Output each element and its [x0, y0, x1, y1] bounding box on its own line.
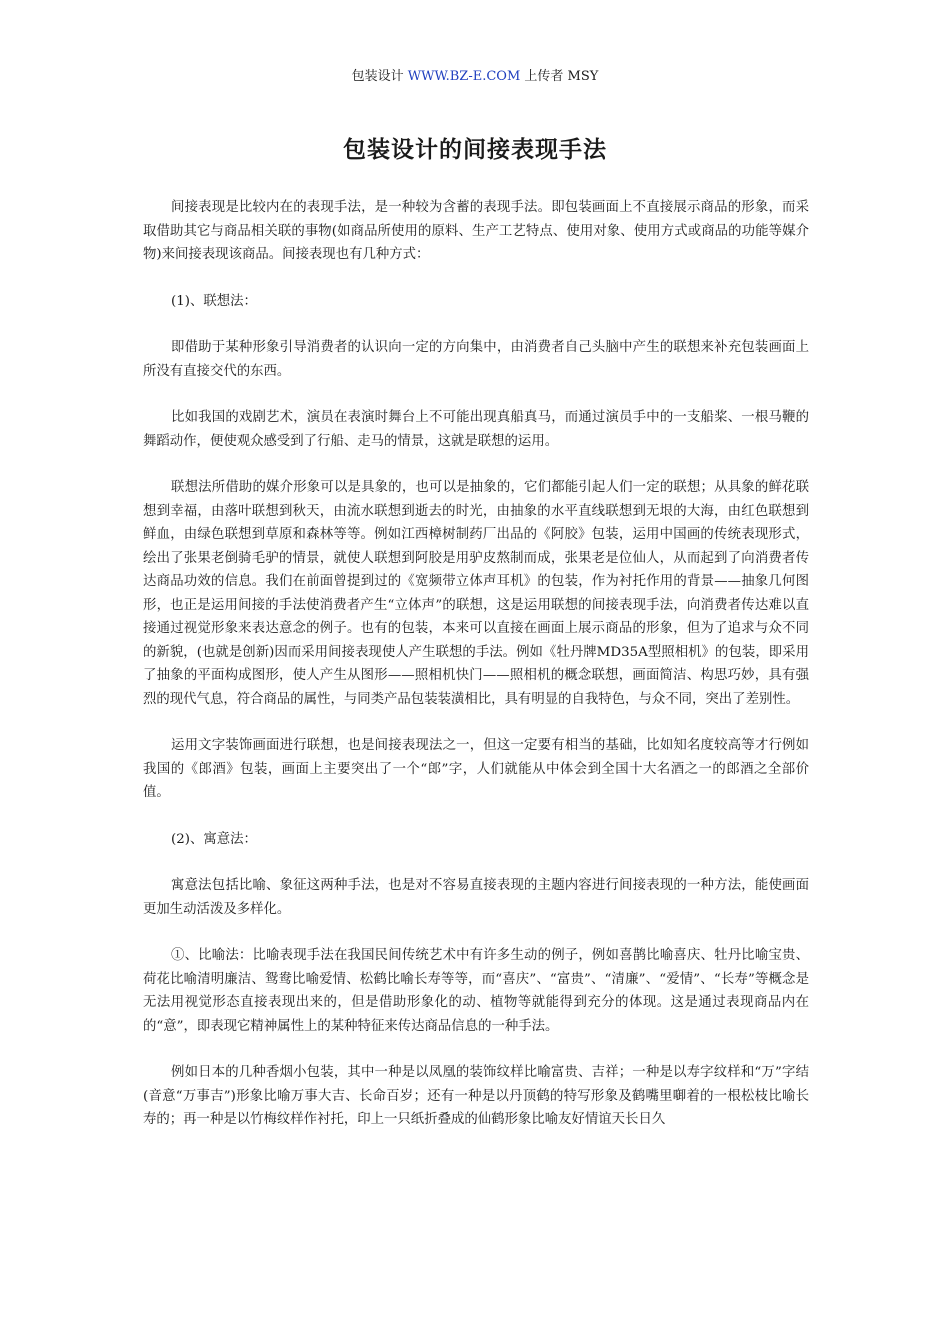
heading-association-method: (1)、联想法： — [171, 293, 257, 309]
header-suffix: 上传者 MSY — [520, 69, 599, 84]
paragraph-association-media: 联想法所借助的媒介形象可以是具象的，也可以是抽象的，它们都能引起人们一定的联想；从具象的鲜花联想到幸福，由落叶联想到秋天，由流水联想到逝去的时光，由抽象的水平直线联想到无垠的大海，由红色联想到鲜血，由绿色联想到草原和森林等等。例如江西樟树制药厂出品的《阿胶》包装，运用中国画的传统表现形式，绘出了张果老倒骑毛驴的情景，就使人联想到阿胶是用驴皮熬制而成，张果老是位仙人，从而起到了向消费者传达商品功效的信息。我们在前面曾提到过的《宽频带立体声耳机》的包装，作为衬托作用的背景——抽象几何图形，也正是运用间接的手法使消费者产生“立体声”的联想，这是运用联想的间接表现手法，向消费者传达难以直接通过视觉形象来表达意念的例子。也有的包装，本来可以直接在画面上展示商品的形象，但为了追求与众不同的新貌，(也就是创新)因而采用间接表现使人产生联想的手法。例如《牡丹牌MD35A型照相机》的包装，即采用了抽象的平面构成图形，使人产生从图形——照相机快门——照相机的概念联想，画面简洁、构思巧妙，具有强烈的现代气息，符合商品的属性，与同类产品包装装潢相比，具有明显的自我特色，与众不同，突出了差别性。 — [143, 480, 809, 707]
paragraph-allegory-definition: 寓意法包括比喻、象征这两种手法，也是对不容易直接表现的主题内容进行间接表现的一种方法，能使画面更加生动活泼及多样化。 — [143, 878, 809, 917]
paragraph-japan-cigarette-example: 例如日本的几种香烟小包装，其中一种是以凤凰的装饰纹样比喻富贵、吉祥；一种是以寿字纹样和“万”字结(音意“万事吉”)形象比喻万事大吉、长命百岁；还有一种是以丹顶鹤的特写形象及鹤嘴里啣着的一根松枝比喻长寿的；再一种是以竹梅纹样作衬托，印上一只纸折叠成的仙鹤形象比喻友好情谊天长日久 — [143, 1065, 809, 1127]
header-prefix: 包装设计 — [351, 69, 408, 84]
heading-allegory-method: (2)、寓意法： — [171, 831, 257, 847]
paragraph-intro: 间接表现是比较内在的表现手法，是一种较为含蓄的表现手法。即包装画面上不直接展示商品的形象，而采取借助其它与商品相关联的事物(如商品所使用的原料、生产工艺特点、使用对象、使用方式或商品的功能等媒介物)来间接表现该商品。间接表现也有几种方式： — [143, 200, 809, 262]
paragraph-association-definition: 即借助于某种形象引导消费者的认识向一定的方向集中，由消费者自己头脑中产生的联想来补充包装画面上所没有直接交代的东西。 — [143, 340, 809, 379]
header-site-link[interactable]: WWW.BZ-E.COM — [407, 69, 521, 84]
paragraph-opera-example: 比如我国的戏剧艺术，演员在表演时舞台上不可能出现真船真马，而通过演员手中的一支船桨、一根马鞭的舞蹈动作，便使观众感受到了行船、走马的情景，这就是联想的运用。 — [143, 410, 809, 449]
paragraph-text-decoration: 运用文字装饰画面进行联想，也是间接表现法之一，但这一定要有相当的基础，比如知名度较高等才行例如我国的《郎酒》包装，画面上主要突出了一个“郎”字，人们就能从中体会到全国十大名酒之一的郎酒之全部价值。 — [143, 738, 809, 800]
document-title: 包装设计的间接表现手法 — [343, 136, 607, 163]
page-header — [0, 68, 950, 86]
document-body — [143, 196, 809, 1155]
paragraph-metaphor-method: ①、比喻法：比喻表现手法在我国民间传统艺术中有许多生动的例子，例如喜鹊比喻喜庆、牡丹比喻宝贵、荷花比喻清明廉洁、鸳鸯比喻爱情、松鹤比喻长寿等等，而“喜庆”、“富贵”、“清廉”、“爱情”、“长寿”等概念是无法用视觉形态直接表现出来的，但是借助形象化的动、植物等就能得到充分的体现。这是通过表现商品内在的“意”，即表现它精神属性上的某种特征来传达商品信息的一种手法。 — [143, 948, 809, 1034]
